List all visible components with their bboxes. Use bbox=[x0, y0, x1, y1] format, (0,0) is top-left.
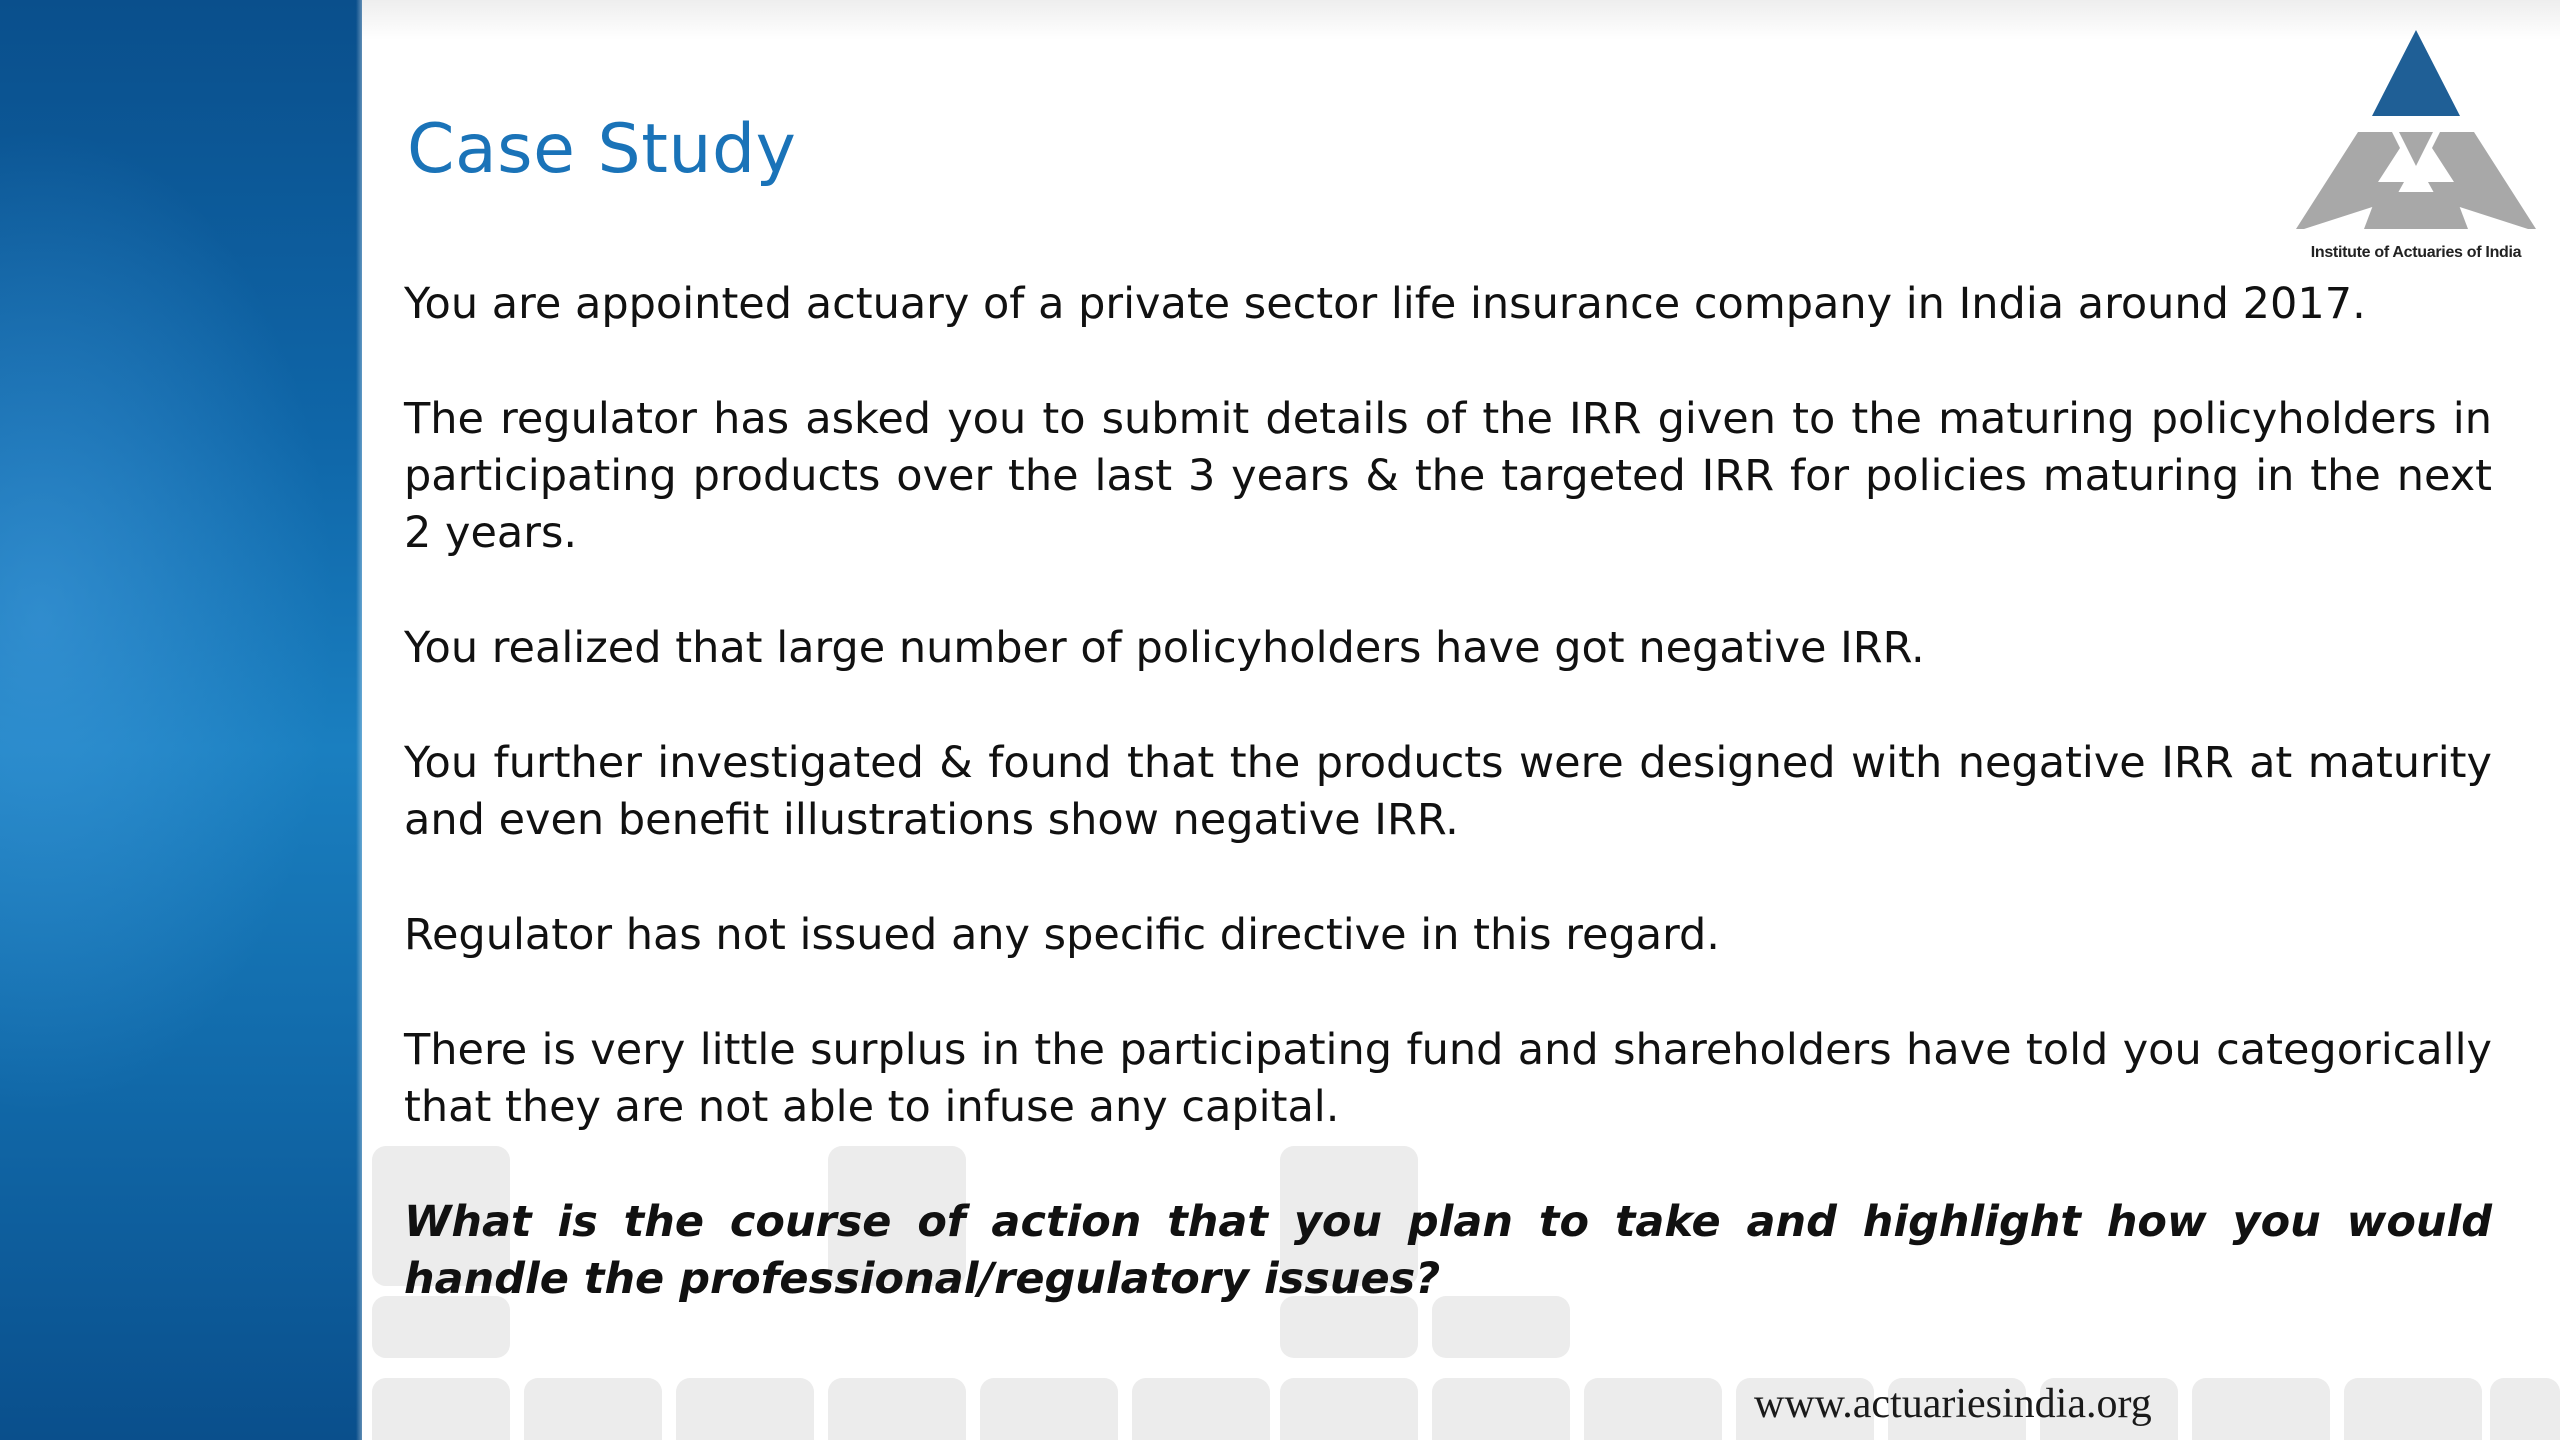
background-tile bbox=[1584, 1378, 1722, 1440]
logo-top-triangle bbox=[2372, 30, 2460, 116]
background-tile bbox=[980, 1378, 1118, 1440]
question-text: What is the course of action that you plan to take and highlight how you would handle the professional/regulatory issues? bbox=[404, 1197, 2492, 1304]
paragraph-negative-irr: You realized that large number of policyholders have got negative IRR. bbox=[404, 623, 1925, 673]
slide-title: Case Study bbox=[407, 110, 797, 189]
logo-center-v bbox=[2399, 132, 2433, 166]
background-tile bbox=[372, 1378, 510, 1440]
paragraph-appointment: You are appointed actuary of a private sector life insurance company in India around 2017. bbox=[404, 279, 2366, 329]
institute-logo bbox=[2296, 24, 2536, 274]
background-tile bbox=[1132, 1378, 1270, 1440]
paragraph-surplus: There is very little surplus in the participating fund and shareholders have told you categorically that they are not able to infuse any capital. bbox=[404, 1025, 2492, 1132]
footer-url: www.actuariesindia.org bbox=[1754, 1381, 2152, 1427]
background-tile bbox=[2490, 1378, 2560, 1440]
background-tile bbox=[2192, 1378, 2330, 1440]
logo-emblem-icon bbox=[2296, 24, 2536, 239]
background-tile bbox=[676, 1378, 814, 1440]
background-tile bbox=[524, 1378, 662, 1440]
paragraph-investigation: You further investigated & found that the products were designed with negative IRR at maturity and even benefit illustrations show negative IRR. bbox=[404, 738, 2492, 845]
logo-bottom-bar bbox=[2364, 192, 2468, 229]
slide-body bbox=[404, 276, 2492, 1308]
background-tile bbox=[1432, 1378, 1570, 1440]
paragraph-regulator-request: The regulator has asked you to submit details of the IRR given to the maturing policyholders in participating products over the last 3 years & the targeted IRR for policies maturing in the next 2 years. bbox=[404, 394, 2492, 558]
paragraph-no-directive: Regulator has not issued any specific directive in this regard. bbox=[404, 910, 1720, 960]
top-shade bbox=[362, 0, 2560, 40]
background-tile bbox=[1280, 1378, 1418, 1440]
background-tile bbox=[828, 1378, 966, 1440]
side-blue-band bbox=[0, 0, 362, 1440]
logo-caption: Institute of Actuaries of India bbox=[2310, 244, 2522, 261]
background-tile bbox=[2344, 1378, 2482, 1440]
